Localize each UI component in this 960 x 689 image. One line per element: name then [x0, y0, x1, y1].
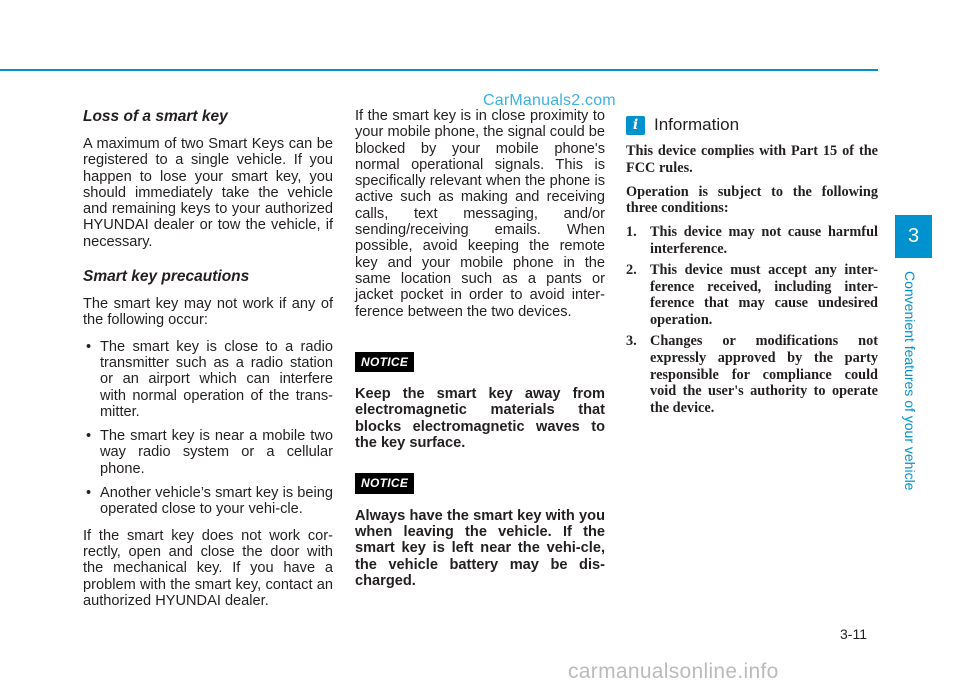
info-icon: i [626, 116, 645, 135]
item-text: Changes or modifications not expressly approved by the party responsible for compliance could void the user's authority to operate the device. [650, 332, 878, 417]
precautions-heading: Smart key precautions [83, 268, 250, 286]
operation-paragraph: Operation is subject to the following three conditions: [626, 183, 878, 217]
header-rule [0, 69, 878, 71]
item-text: This device must accept any inter-ference received, including inter-ference that may cause undesired operation. [650, 261, 878, 329]
chapter-title-text: Convenient features of your vehicle [902, 271, 918, 491]
loss-paragraph: A maximum of two Smart Keys can be registered to a single vehicle. If you happen to lose your smart key, you should immediately take the vehicle and remaining keys to your authorized HYUNDAI dealer or tow the vehicle, if necessary. [83, 136, 333, 250]
notice-text: Keep the smart key away from electromagnetic materials that blocks electromagnetic waves to the key surface. [355, 386, 605, 452]
list-item [626, 224, 878, 258]
item-number: 1. [626, 224, 637, 241]
precautions-intro: The smart key may not work if any of the following occur: [83, 296, 333, 329]
closing-paragraph: If the smart key does not work cor-rectly, open and close the door with the mechanical key. If you have a problem with the smart key, contact an authorized HYUNDAI dealer. [83, 527, 333, 609]
chapter-tab: 3 [895, 215, 932, 258]
notice-badge: NOTICE [355, 473, 414, 493]
notice-text: Always have the smart key with you when leaving the vehicle. If the smart key is left near the vehi-cle, the vehicle battery may be dis-charged. [355, 507, 605, 589]
loss-heading: Loss of a smart key [83, 108, 228, 125]
item-number: 3. [626, 332, 637, 349]
conditions-list [626, 224, 878, 417]
list-item: • The smart key is close to a radio transmitter such as a radio station or an airport which can interfere with normal operation of the trans-mitter. [83, 339, 333, 420]
proximity-paragraph: If the smart key is in close proximity to your mobile phone, the signal could be blocked by your mobile phone's normal operational signals. This is specifically relevant when the phone is active such as making and receiving calls, text messaging, and/or sending/receiving emails. When possible, avoid keeping the remote key and your mobile phone in the same location such as a pants or jacket pocket in order to avoid inter-ference between the two devices. [355, 108, 605, 320]
chapter-title [897, 268, 923, 494]
right-column [626, 108, 878, 421]
left-column [83, 108, 333, 619]
watermark-carmanuals: CarManuals2.com [483, 92, 616, 109]
fcc-block [626, 143, 878, 417]
information-header [626, 116, 878, 135]
information-title: Information [654, 115, 740, 135]
fcc-paragraph: This device complies with Part 15 of the FCC rules. [626, 143, 878, 176]
notice-badge: NOTICE [355, 352, 414, 372]
precautions-list [83, 339, 333, 518]
item-text: This device may not cause harmful interference. [650, 224, 878, 257]
list-item: • The smart key is near a mobile two way radio system or a cellular phone. [83, 428, 333, 477]
middle-column [355, 108, 605, 589]
page-number: 3-11 [840, 626, 867, 642]
list-item [626, 262, 878, 329]
list-item: • Another vehicle’s smart key is being operated close to your vehi-cle. [83, 485, 333, 518]
item-number: 2. [626, 261, 637, 278]
list-item [626, 333, 878, 417]
watermark-carmanualsonline: carmanualsonline.info [568, 660, 779, 683]
